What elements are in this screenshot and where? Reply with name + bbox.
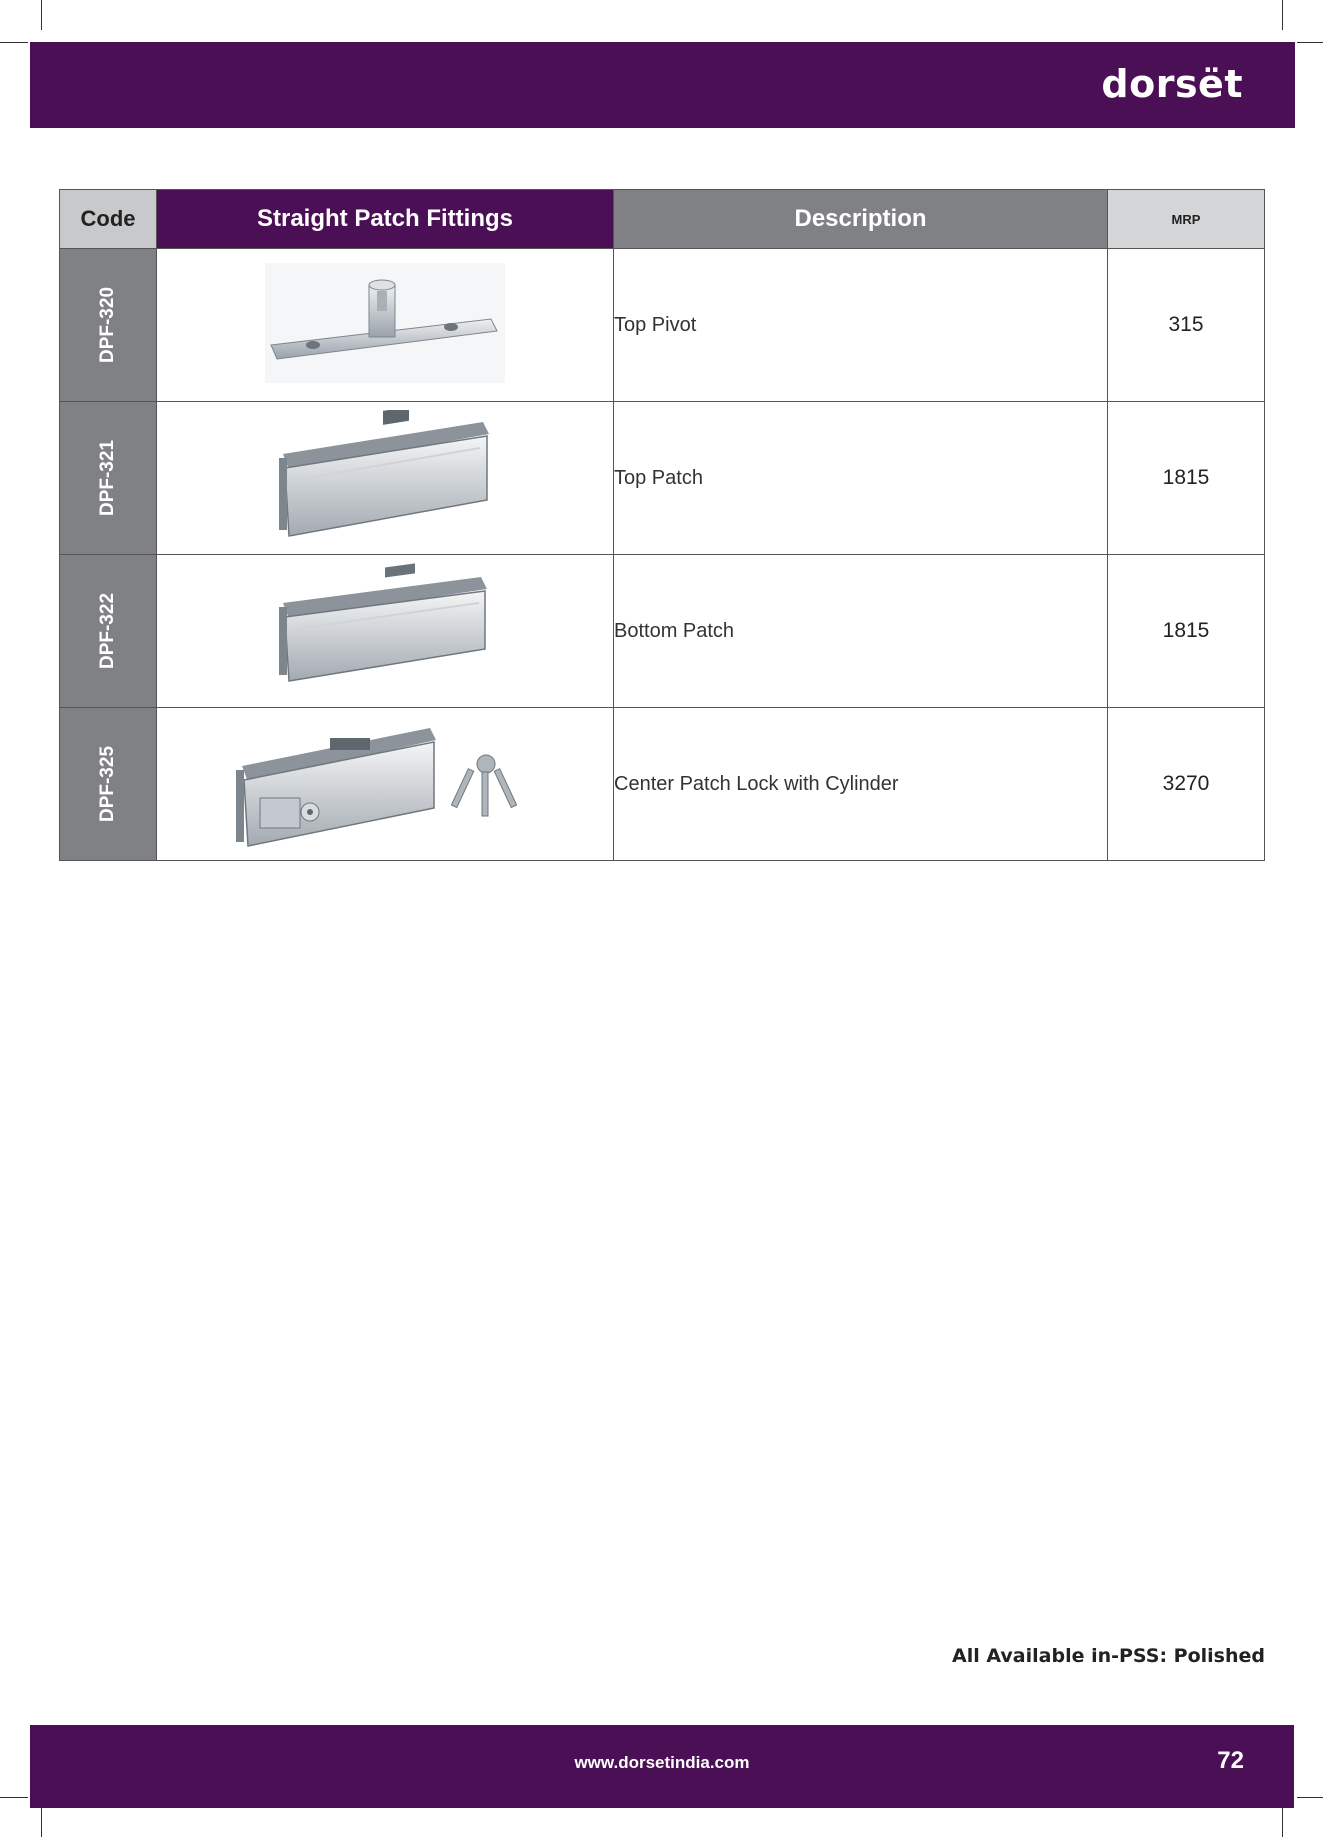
bottom-patch-image (275, 563, 495, 695)
header-fittings: Straight Patch Fittings (157, 190, 614, 249)
header-code: Code (60, 190, 157, 249)
top-pivot-image (265, 263, 505, 383)
product-code: DPF-325 (97, 745, 118, 823)
table-row (60, 249, 1265, 402)
crop-mark (1282, 1808, 1283, 1837)
code-cell (60, 708, 157, 861)
description-cell: Top Patch (614, 402, 1108, 555)
product-image-cell (157, 708, 614, 861)
product-image-cell (157, 249, 614, 402)
crop-mark (1297, 42, 1323, 43)
footer-band (30, 1725, 1294, 1808)
mrp-cell: 3270 (1108, 708, 1265, 861)
description-cell: Top Pivot (614, 249, 1108, 402)
header-band (30, 42, 1295, 128)
product-table (59, 189, 1265, 861)
product-code: DPF-320 (97, 286, 118, 364)
crop-mark (41, 0, 42, 30)
crop-mark (1282, 0, 1283, 30)
mrp-cell: 1815 (1108, 402, 1265, 555)
table-header-row (60, 190, 1265, 249)
keys-icon (451, 755, 516, 816)
mrp-cell: 1815 (1108, 555, 1265, 708)
page-number: 72 (1217, 1747, 1244, 1774)
header-mrp: MRP (1108, 190, 1265, 249)
availability-note: All Available in-PSS: Polished (952, 1645, 1265, 1667)
product-image-cell (157, 555, 614, 708)
table-row (60, 555, 1265, 708)
table-row (60, 708, 1265, 861)
center-patch-lock-image (230, 712, 540, 852)
description-cell: Bottom Patch (614, 555, 1108, 708)
product-code: DPF-322 (97, 592, 118, 670)
crop-mark (41, 1808, 42, 1837)
code-cell (60, 402, 157, 555)
crop-mark (0, 42, 28, 43)
top-patch-image (275, 410, 495, 542)
table-row (60, 402, 1265, 555)
code-cell (60, 555, 157, 708)
brand-logo: dorsët (1101, 62, 1243, 106)
mrp-cell: 315 (1108, 249, 1265, 402)
code-cell (60, 249, 157, 402)
crop-mark (1297, 1797, 1323, 1798)
product-code: DPF-321 (97, 439, 118, 517)
product-image-cell (157, 402, 614, 555)
description-cell: Center Patch Lock with Cylinder (614, 708, 1108, 861)
header-description: Description (614, 190, 1108, 249)
crop-mark (0, 1797, 28, 1798)
website-link[interactable]: www.dorsetindia.com (574, 1753, 750, 1772)
